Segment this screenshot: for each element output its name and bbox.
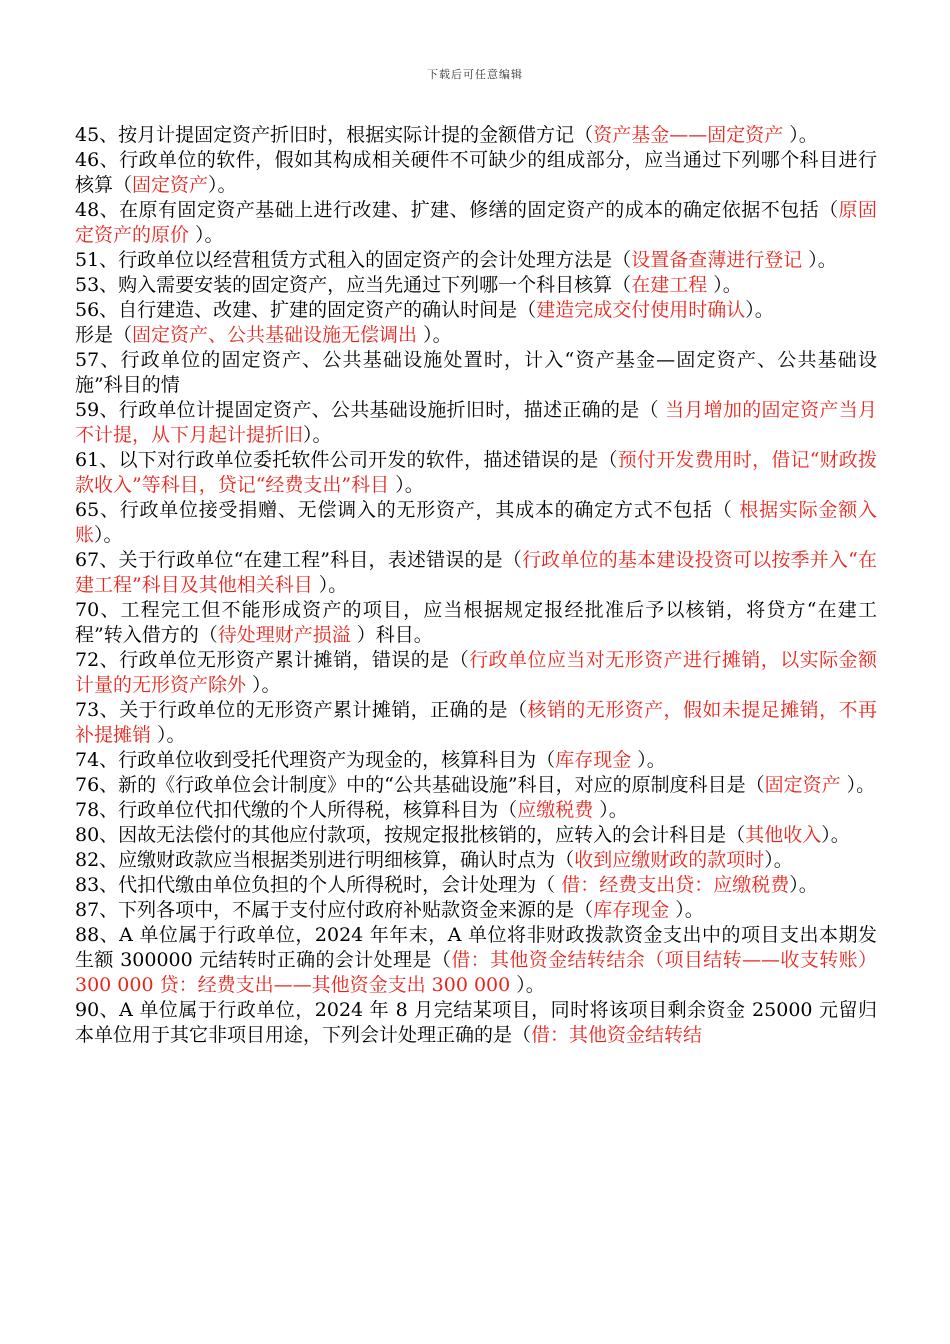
question-item: [75, 548, 877, 598]
question-text: 61、以下对行政单位委托软件公司开发的软件，描述错误的是（: [75, 449, 618, 471]
question-suffix: ）科目。: [350, 624, 433, 646]
question-suffix: ）。: [389, 474, 424, 496]
question-text: 51、行政单位以经营租赁方式租入的固定资产的会计处理方法是（: [75, 249, 632, 271]
question-suffix: ）。: [189, 224, 224, 246]
answer-text: 预付开发费用时，借记“财政拨款收入”等科目，贷记“经费支出”科目: [75, 449, 877, 496]
answer-text: 收到应缴财政的款项时: [574, 849, 765, 871]
question-text: 53、购入需要安装的固定资产，应当先通过下列哪一个科目核算（: [75, 274, 632, 296]
question-suffix: ）。: [669, 899, 704, 921]
answer-text: 核销的无形资产，假如未提足摊销，不再补提摊销: [75, 699, 877, 746]
question-item: [75, 298, 877, 323]
answer-text: 借：经费支出贷：应缴税费: [561, 874, 790, 896]
question-text: 80、因故无法偿付的其他应付款项，按规定报批核销的，应转入的会计科目是（: [75, 824, 746, 846]
question-item: [75, 248, 877, 273]
answer-text: 建造完成交付使用时确认: [536, 299, 746, 321]
question-text: 88、A 单位属于行政单位，2024 年年末，A 单位将非财政拨款资金支出中的项目支出本期发生额 300000 元结转时正确的会计处理是（: [75, 924, 877, 971]
question-text: 74、行政单位收到受托代理资产为现金的，核算科目为（: [75, 749, 556, 771]
question-suffix: ）。: [745, 299, 774, 321]
question-item: [75, 498, 877, 548]
question-suffix: ）。: [593, 799, 628, 821]
question-text: 70、工程完工但不能形成资产的项目，应当根据规定报经批准后予以核销，将贷方“在建工程”转入借方的（: [75, 599, 877, 646]
question-suffix: ）。: [303, 424, 332, 446]
answer-text: 在建工程: [631, 274, 708, 296]
question-text: 82、应缴财政款应当根据类别进行明细核算，确认时点为（: [75, 849, 575, 871]
question-item: [75, 823, 877, 848]
question-suffix: ）。: [631, 749, 666, 771]
answer-text: 行政单位的基本建设投资可以按季并入“在建工程”科目及其他相关科目: [75, 549, 878, 596]
question-item: [75, 848, 877, 873]
question-list: [75, 123, 877, 1048]
question-item: [75, 698, 877, 748]
question-item: [75, 798, 877, 823]
answer-text: 库存现金: [593, 899, 670, 921]
answer-text: 固定资产、公共基础设施无偿调出: [132, 324, 418, 346]
question-item: [75, 998, 877, 1048]
question-suffix: ）。: [707, 274, 742, 296]
question-suffix: ）。: [802, 249, 837, 271]
page-header: 下载后可任意编辑: [427, 68, 523, 81]
question-text: 65、行政单位接受捐赠、无偿调入的无形资产，其成本的确定方式不包括（: [75, 499, 740, 521]
answer-text: 固定资产: [764, 774, 841, 796]
question-item: [75, 148, 877, 198]
question-text: 87、下列各项中，不属于支付应付政府补贴款资金来源的是（: [75, 899, 594, 921]
question-text: 形是（: [75, 324, 133, 346]
question-suffix: ）。: [94, 524, 123, 546]
question-suffix: ）。: [840, 774, 876, 796]
question-text: 46、行政单位的软件，假如其构成相关硬件不可缺少的组成部分，应当通过下列哪个科目进行核算（: [75, 149, 877, 196]
question-suffix: ）。: [208, 174, 237, 196]
answer-text: 根据实际金额入账: [75, 499, 877, 546]
question-text: 83、代扣代缴由单位负担的个人所得税时，会计处理为（: [75, 874, 562, 896]
question-text: 59、行政单位计提固定资产、公共基础设施折旧时，描述正确的是（: [75, 399, 666, 421]
answer-text: 借：其他资金结转结余（项目结转——收支转账） 300 000 贷：经费支出——其他资金支出 300 000: [75, 949, 877, 996]
question-item: [75, 323, 877, 348]
answer-text: 待处理财产损溢: [217, 624, 351, 646]
question-suffix: ）。: [821, 824, 850, 846]
question-text: 67、关于行政单位“在建工程”科目，表述错误的是（: [75, 549, 522, 571]
question-suffix: ）。: [783, 124, 818, 146]
question-text: 45、按月计提固定资产折旧时，根据实际计提的金额借方记（: [75, 124, 594, 146]
question-text: 56、自行建造、改建、扩建的固定资产的确认时间是（: [75, 299, 537, 321]
question-text: 72、行政单位无形资产累计摊销，错误的是（: [75, 649, 470, 671]
question-item: [75, 198, 877, 248]
question-item: [75, 398, 877, 448]
question-text: 57、行政单位的固定资产、公共基础设施处置时，计入“资产基金—固定资产、公共基础设施”科目的情: [75, 349, 877, 396]
answer-text: 资产基金——固定资产: [593, 124, 784, 146]
question-item: [75, 448, 877, 498]
question-text: 73、关于行政单位的无形资产累计摊销，正确的是（: [75, 699, 528, 721]
answer-text: 借：其他资金结转结: [531, 1024, 703, 1046]
question-item: [75, 773, 877, 798]
question-item: [75, 898, 877, 923]
question-item: [75, 273, 877, 298]
answer-text: 库存现金: [555, 749, 632, 771]
answer-text: 应缴税费: [517, 799, 594, 821]
answer-text: 当月增加的固定资产当月不计提，从下月起计提折旧: [75, 399, 877, 446]
question-suffix: ）。: [151, 724, 186, 746]
question-suffix: ）。: [312, 574, 348, 596]
question-suffix: ）。: [764, 849, 793, 871]
answer-text: 其他收入: [745, 824, 822, 846]
question-item: [75, 748, 877, 773]
answer-text: 行政单位应当对无形资产进行摊销，以实际金额计量的无形资产除外: [75, 649, 877, 696]
answer-text: 原固定资产的原价: [75, 199, 877, 246]
answer-text: 固定资产: [132, 174, 209, 196]
question-suffix: ）。: [789, 874, 818, 896]
question-suffix: ）。: [246, 674, 281, 696]
question-text: 76、新的《行政单位会计制度》中的“公共基础设施”科目，对应的原制度科目是（: [75, 774, 765, 796]
question-item: [75, 873, 877, 898]
question-suffix: ）。: [417, 324, 452, 346]
answer-text: 设置备查薄进行登记: [631, 249, 803, 271]
question-text: 90、A 单位属于行政单位，2024 年 8 月完结某项目，同时将该项目剩余资金 25000 元留归本单位用于其它非项目用途，下列会计处理正确的是（: [75, 999, 877, 1046]
question-item: [75, 123, 877, 148]
question-item: [75, 923, 877, 998]
question-item: [75, 348, 877, 398]
question-item: [75, 648, 877, 698]
question-item: [75, 598, 877, 648]
question-text: 48、在原有固定资产基础上进行改建、扩建、修缮的固定资产的成本的确定依据不包括（: [75, 199, 839, 221]
question-suffix: ）。: [510, 974, 545, 996]
question-text: 78、行政单位代扣代缴的个人所得税，核算科目为（: [75, 799, 518, 821]
